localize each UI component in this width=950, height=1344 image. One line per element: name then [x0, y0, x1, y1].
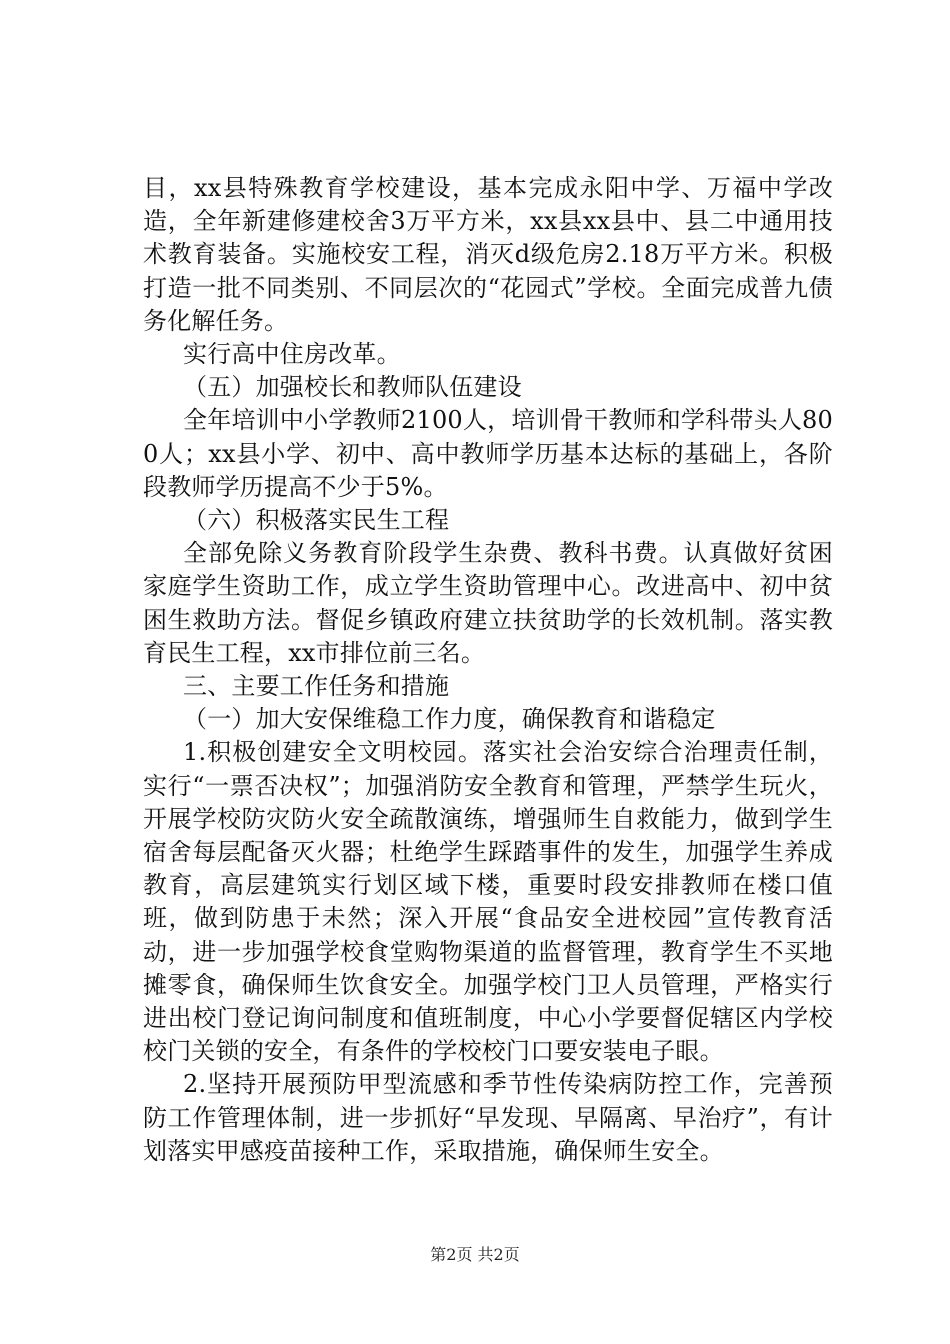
section-heading-6: （六）积极落实民生工程: [183, 506, 450, 535]
section-heading-5: （五）加强校长和教师队伍建设: [183, 373, 522, 402]
document-body: [143, 172, 833, 1168]
paragraph-teacher-training: 全年培训中小学教师2100人，培训骨干教师和学科带头人800人；xx县小学、初中、高中教师学历基本达标的基础上，各阶段教师学历提高不少于5%。: [143, 406, 833, 501]
page-footer: [0, 1245, 950, 1265]
paragraph-safe-campus: 1.积极创建安全文明校园。落实社会治安综合治理责任制，实行“一票否决权”；加强消防安全教育和管理，严禁学生玩火，开展学校防灾防火安全疏散演练，增强师生自救能力，做到学生宿舍每层配备灭火器；杜绝学生踩踏事件的发生，加强学生养成教育，高层建筑实行划区域下楼，重要时段安排教师在楼口值班，做到防患于未然；深入开展“食品安全进校园”宣传教育活动，进一步加强学校食堂购物渠道的监督管理，教育学生不买地摊零食，确保师生饮食安全。加强学校门卫人员管理，严格实行进出校门登记询问制度和值班制度，中心小学要督促辖区内学校校门关锁的安全，有条件的学校校门口要安装电子眼。: [143, 738, 833, 1066]
paragraph-continuation: 目，xx县特殊教育学校建设，基本完成永阳中学、万福中学改造，全年新建修建校舍3万平方米，xx县xx县中、县二中通用技术教育装备。实施校安工程，消灭d级危房2.18万平方米。积极打造一批不同类别、不同层次的“花园式”学校。全面完成普九债务化解任务。: [143, 174, 833, 335]
paragraph-epidemic-prevention: 2.坚持开展预防甲型流感和季节性传染病防控工作，完善预防工作管理体制，进一步抓好“早发现、早隔离、早治疗”，有计划落实甲感疫苗接种工作，采取措施，确保师生安全。: [143, 1070, 833, 1165]
section-heading-1: （一）加大安保维稳工作力度，确保教育和谐稳定: [183, 705, 716, 734]
paragraph-housing-reform: 实行高中住房改革。: [183, 340, 401, 369]
paragraph-livelihood: 全部免除义务教育阶段学生杂费、教科书费。认真做好贫困家庭学生资助工作，成立学生资助管理中心。改进高中、初中贫困生救助方法。督促乡镇政府建立扶贫助学的长效机制。落实教育民生工程，xx市排位前三名。: [143, 539, 833, 667]
page-number: 第2页 共2页: [430, 1245, 520, 1264]
chapter-heading-3: 三、主要工作任务和措施: [183, 672, 450, 701]
